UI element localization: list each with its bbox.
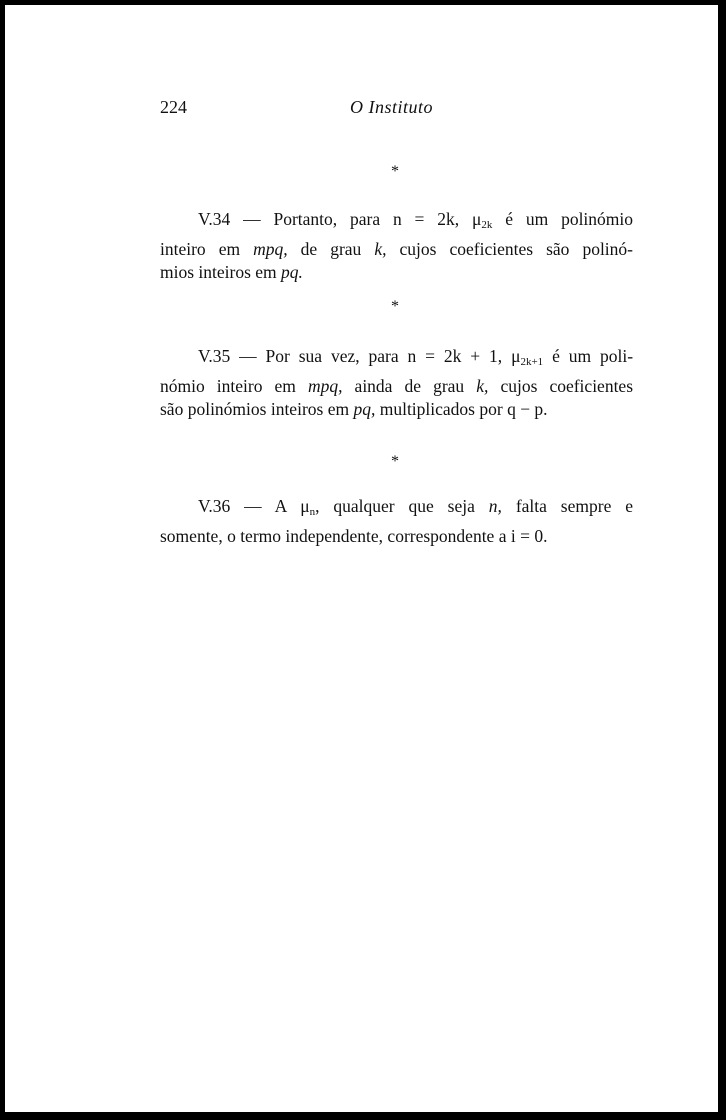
paragraph-line: V.35 — Por sua vez, para n = 2k + 1, $\mu_{2k+1}$ é um poli-: [198, 346, 634, 368]
section-separator: *: [391, 163, 399, 180]
paragraph-v36: [160, 495, 633, 548]
section-label: V.35: [198, 346, 231, 366]
paragraph-line: V.34 — Portanto, para n = 2k, $\mu_{2k}$ é um polinómio: [198, 209, 634, 231]
paragraph-line: nómio inteiro em mpq, ainda de grau k, cujos coeficientes: [160, 375, 634, 396]
paragraph-v34: [160, 208, 633, 285]
running-title: O Instituto: [350, 97, 434, 117]
section-separator: *: [391, 298, 399, 315]
section-separator: *: [391, 453, 399, 470]
page-header: [5, 97, 718, 121]
section-label: V.36: [198, 496, 231, 516]
paragraph-v35: [160, 345, 633, 422]
paragraph-line: V.36 — A $\mu_n$, qualquer que seja n, falta sempre e: [198, 496, 634, 518]
paragraph-line: inteiro em mpq, de grau k, cujos coeficientes são polinó-: [160, 238, 633, 259]
paragraph-line: mios inteiros em pq.: [160, 262, 303, 282]
document-page: [5, 5, 718, 1112]
paragraph-line: somente, o termo independente, correspondente a i = 0.: [160, 525, 548, 546]
page-number: 224: [160, 97, 187, 117]
paragraph-line: são polinómios inteiros em pq, multiplicados por q − p.: [160, 399, 548, 419]
section-label: V.34: [198, 209, 231, 229]
